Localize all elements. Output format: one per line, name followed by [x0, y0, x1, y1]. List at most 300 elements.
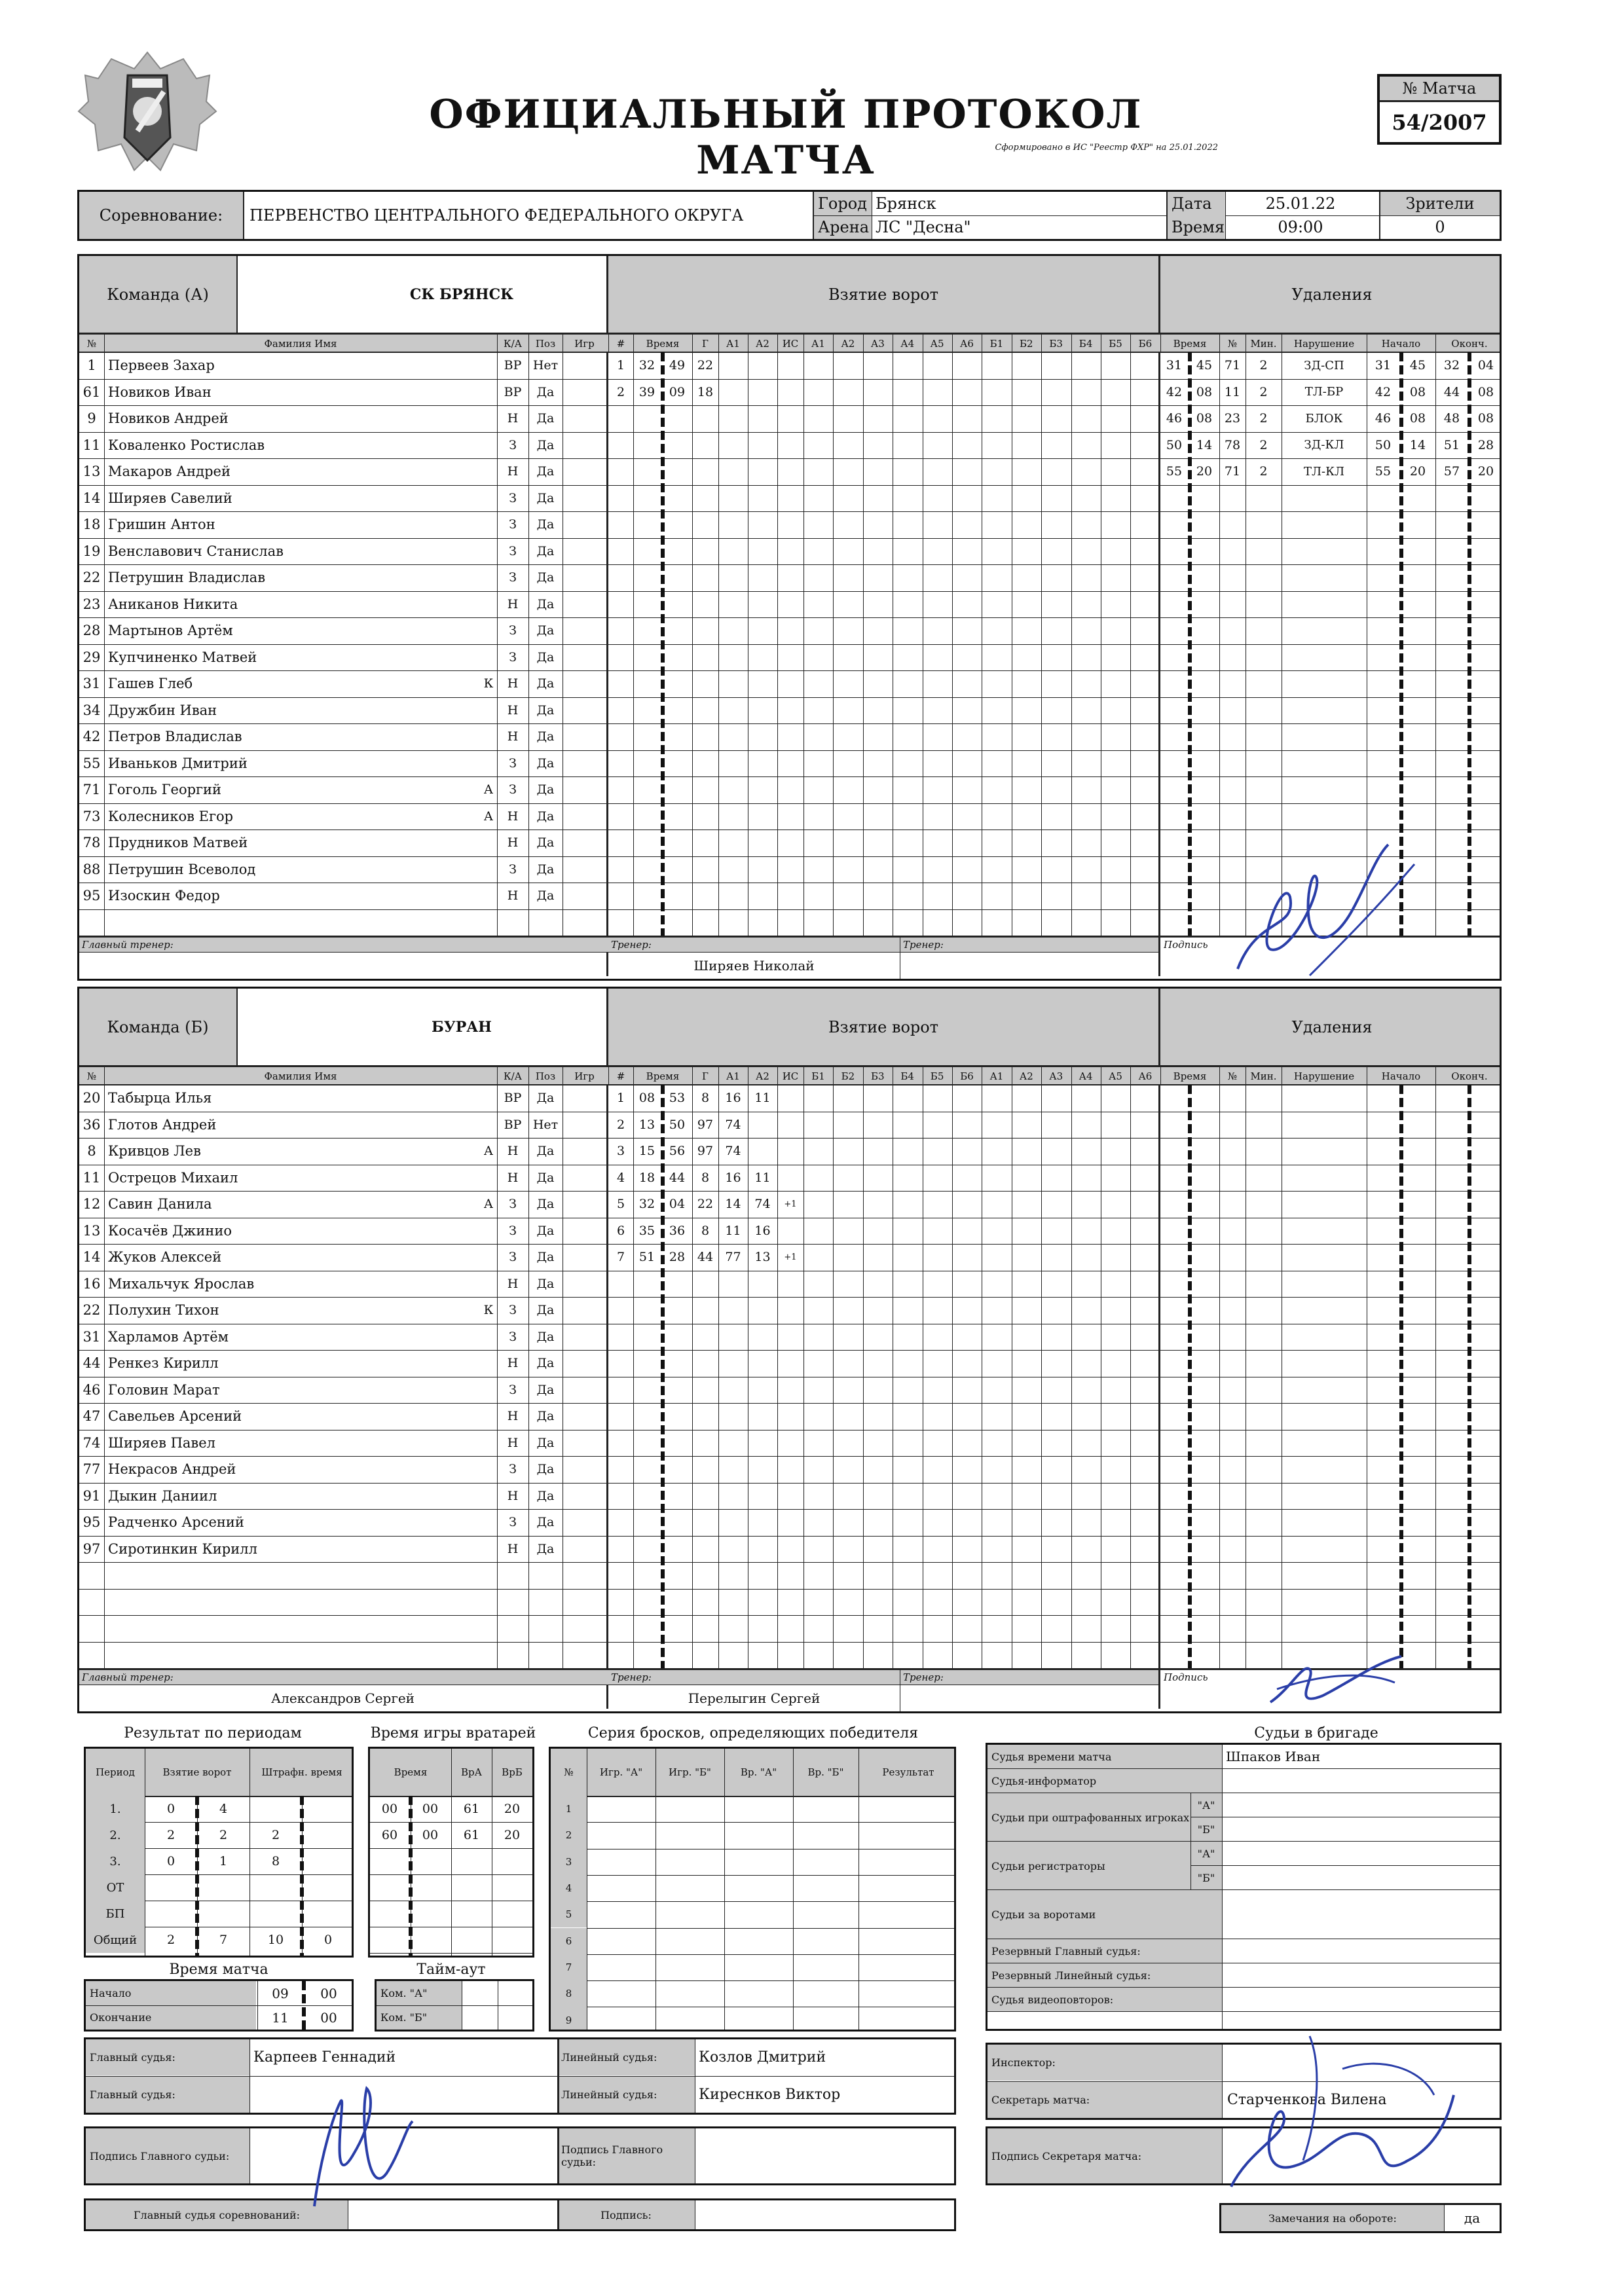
- player-name: Михальчук Ярослав: [108, 1275, 255, 1292]
- player-played: Да: [536, 1303, 555, 1318]
- player-position: ВР: [504, 358, 522, 373]
- shootout-row-number: 4: [565, 1882, 572, 1895]
- city-label: Город: [814, 192, 872, 215]
- match-number-box: [1377, 74, 1502, 145]
- goalie-b: 20: [504, 1828, 521, 1842]
- goal-scorer: 8: [701, 1091, 710, 1106]
- player-position: Н: [507, 888, 519, 903]
- pen-start-min: 55: [1375, 464, 1392, 479]
- player-number: 28: [83, 623, 101, 639]
- player-name: Сиротинкин Кирилл: [108, 1540, 257, 1557]
- player-position: ВР: [504, 384, 522, 399]
- player-captain: [480, 1218, 497, 1245]
- goal-minute: 35: [638, 1223, 655, 1238]
- goal-assist1: 16: [725, 1091, 741, 1106]
- pen-col-3: Нарушение: [1293, 1070, 1355, 1082]
- player-row: [79, 352, 606, 379]
- timeout-b-label: Ком. "Б": [377, 2005, 462, 2030]
- player-number: 29: [83, 649, 101, 665]
- line-ref2-label: Линейный судья:: [557, 2077, 695, 2113]
- teamB-office-3: А4: [1079, 1070, 1093, 1082]
- player-position: З: [509, 1329, 517, 1344]
- timeout-a-label: Ком. "А": [377, 1981, 462, 2005]
- pen-start-min: 42: [1375, 384, 1392, 399]
- pen-player: 78: [1224, 437, 1241, 452]
- player-position: Н: [507, 676, 519, 691]
- teamB-onice-5: Б6: [960, 1070, 974, 1082]
- player-row: [79, 644, 606, 671]
- period-pen-b: [302, 1822, 354, 1848]
- shootout-row-number: 3: [565, 1855, 572, 1868]
- teamB-coach1-label: Тренер:: [611, 1671, 652, 1683]
- player-played: Да: [536, 702, 555, 718]
- player-played: Да: [536, 1197, 555, 1212]
- period-goals-a: 2: [166, 1933, 175, 1947]
- player-captain: А: [483, 1144, 494, 1159]
- pen-minutes: 2: [1259, 411, 1268, 426]
- match-end-hour: 11: [272, 2009, 289, 2026]
- competition-name: ПЕРВЕНСТВО ЦЕНТРАЛЬНОГО ФЕДЕРАЛЬНОГО ОКРУГА: [249, 206, 744, 225]
- period-label: ОТ: [106, 1880, 124, 1895]
- pen-col-5: Оконч.: [1451, 337, 1488, 350]
- period-pen-b: [302, 1901, 354, 1927]
- goal-minute: 51: [638, 1250, 655, 1265]
- player-captain: [480, 1377, 497, 1404]
- goal-assist1: 16: [725, 1170, 741, 1185]
- goal-number: 2: [616, 384, 625, 399]
- match-number-label: № Матча: [1380, 77, 1499, 100]
- goalie-h-b: ВрБ: [502, 1766, 523, 1778]
- spectators-label: Зрители: [1380, 192, 1500, 215]
- teamA-col-9: А2: [756, 337, 769, 350]
- player-row: [79, 670, 606, 697]
- player-name: Кривцов Лев: [108, 1143, 201, 1159]
- player-captain: А: [483, 1197, 494, 1212]
- teamB-col-7: Г: [702, 1070, 709, 1082]
- player-name: Первеев Захар: [108, 357, 215, 374]
- teamB-sign-label: Подпись: [1164, 1671, 1208, 1683]
- team-a-coach-signature: [1218, 838, 1428, 1021]
- teamB-coach2-label: Тренер:: [903, 1671, 944, 1683]
- player-played: Да: [536, 1091, 555, 1106]
- player-row: [79, 1377, 606, 1404]
- city: Брянск: [876, 194, 936, 213]
- goal-second: 49: [669, 358, 686, 373]
- teamA-head-coach-label: Главный тренер:: [82, 939, 174, 951]
- pen-col-2: Мин.: [1250, 337, 1277, 350]
- player-captain: [480, 458, 497, 485]
- player-row: [79, 617, 606, 644]
- player-captain: [480, 1536, 497, 1563]
- goal-second: 53: [669, 1091, 686, 1106]
- period-label: БП: [105, 1906, 125, 1921]
- goal-assist2: 11: [754, 1170, 771, 1185]
- goalie-table: [368, 1747, 534, 1958]
- reg-judge-text: Судьи регистраторы: [991, 1859, 1105, 1872]
- goalie-sec: 00: [422, 1828, 439, 1842]
- player-row: [79, 1350, 606, 1377]
- pen-minutes: 2: [1259, 464, 1268, 479]
- player-number: 36: [83, 1116, 101, 1133]
- teamB-col-10: ИС: [782, 1070, 799, 1082]
- goal-scorer: 8: [701, 1170, 710, 1185]
- periods-title: Результат по периодам: [124, 1725, 302, 1741]
- shootout-row-number: 5: [565, 1908, 572, 1921]
- goal-minute: 13: [638, 1117, 655, 1132]
- sign-main2-text: Подпись Главного судьи:: [561, 2143, 663, 2168]
- player-position: З: [509, 517, 517, 532]
- player-row: [79, 1324, 606, 1351]
- teamB-office-2: А3: [1049, 1070, 1063, 1082]
- goal-row: [608, 1244, 805, 1271]
- player-number: 14: [83, 1249, 101, 1266]
- player-name: Жуков Алексей: [108, 1249, 222, 1266]
- player-row: [79, 1085, 606, 1112]
- player-name: Харламов Артём: [108, 1328, 229, 1345]
- player-played: Да: [536, 1462, 555, 1477]
- player-position: З: [509, 1250, 517, 1265]
- player-captain: [480, 1403, 497, 1430]
- team-b-section: [77, 987, 1502, 1713]
- player-number: 61: [83, 384, 101, 400]
- goalie-min: 00: [381, 1802, 398, 1816]
- teamB-pen-title: Удаления: [1291, 1017, 1373, 1036]
- player-played: Да: [536, 1276, 555, 1291]
- pen-end-min: 48: [1443, 411, 1460, 426]
- pen-start-sec: 14: [1409, 437, 1426, 452]
- player-name: Савельев Арсений: [108, 1408, 242, 1425]
- player-captain: [480, 617, 497, 644]
- period-pen-a: 10: [267, 1933, 284, 1947]
- goal-row: [608, 1165, 805, 1192]
- info-row: [77, 190, 1502, 241]
- goal-situation: [777, 1138, 803, 1165]
- player-played: Да: [536, 1382, 555, 1397]
- player-captain: [480, 485, 497, 512]
- period-goals-a: [145, 1874, 197, 1901]
- player-name: Коваленко Ростислав: [108, 437, 265, 453]
- goal-judge-label: Судьи за воротами: [987, 1890, 1222, 1939]
- player-number: 91: [83, 1487, 101, 1504]
- goalie-h-a: ВрА: [461, 1766, 482, 1778]
- player-name: Глотов Андрей: [108, 1116, 217, 1133]
- player-played: Да: [536, 464, 555, 479]
- sign-main-label: [86, 2128, 249, 2183]
- teamA-onice-4: А5: [930, 337, 944, 350]
- periods-table: [84, 1747, 354, 1958]
- player-captain: [480, 432, 497, 459]
- goal-number: 5: [616, 1197, 625, 1212]
- player-captain: [480, 538, 497, 565]
- goal-assist2: 11: [754, 1091, 771, 1106]
- teamB-label: Команда (Б): [79, 989, 236, 1065]
- teamB-office-5: А6: [1138, 1070, 1153, 1082]
- time-label: Время: [1168, 215, 1225, 239]
- period-pen-b: [302, 1874, 354, 1901]
- shootout-h-1: Игр. "А": [599, 1766, 643, 1778]
- date: 25.01.22: [1265, 194, 1336, 213]
- player-position: Н: [507, 1541, 519, 1556]
- main-referee-signature: [295, 2075, 426, 2226]
- player-captain: [480, 829, 497, 856]
- player-position: Н: [507, 809, 519, 824]
- player-position: З: [509, 782, 517, 797]
- player-row: [79, 1456, 606, 1483]
- player-row: [79, 750, 606, 777]
- period-goals-b: 7: [219, 1933, 228, 1947]
- player-captain: [480, 379, 497, 406]
- goal-row: [608, 1138, 805, 1165]
- period-goals-b: [197, 1901, 249, 1927]
- teamB-head-coach: Александров Сергей: [270, 1690, 415, 1706]
- player-name: Гашев Глеб: [108, 676, 193, 692]
- player-name: Радченко Арсений: [108, 1514, 244, 1531]
- player-number: 12: [83, 1196, 101, 1212]
- player-row: [79, 405, 606, 432]
- pen-player: 23: [1224, 411, 1241, 426]
- player-row: [79, 1297, 606, 1324]
- pen-end-sec: 28: [1477, 437, 1494, 452]
- player-number: 77: [83, 1461, 101, 1478]
- player-captain: [480, 723, 497, 750]
- teamB-office-1: А2: [1019, 1070, 1033, 1082]
- player-played: Да: [536, 862, 555, 877]
- period-row: [86, 1796, 354, 1822]
- shootout-row-number: 7: [565, 1961, 572, 1973]
- player-played: Да: [536, 1356, 555, 1371]
- pen-end-sec: 08: [1477, 384, 1494, 399]
- player-captain: [480, 1483, 497, 1510]
- pen-minutes: 2: [1259, 437, 1268, 452]
- player-name: Дыкин Даниил: [108, 1487, 217, 1504]
- teamA-onice-1: А2: [841, 337, 855, 350]
- player-number: 11: [83, 1169, 101, 1186]
- shootout-row-number: 6: [565, 1935, 572, 1947]
- arena: ЛС "Десна": [876, 218, 971, 236]
- goal-number: 1: [616, 358, 625, 373]
- player-captain: [480, 1350, 497, 1377]
- pen-end-sec: 08: [1477, 411, 1494, 426]
- pen-type: ЗД-КЛ: [1304, 438, 1344, 452]
- player-row: [79, 538, 606, 565]
- period-pen-a: [249, 1901, 302, 1927]
- goalie-sec: 00: [422, 1802, 439, 1816]
- goal-assist1: 74: [725, 1144, 741, 1159]
- goal-number: 7: [616, 1250, 625, 1265]
- goalie-row: [370, 1796, 534, 1822]
- goal-row: [608, 1191, 805, 1218]
- teamB-onice-0: Б1: [811, 1070, 825, 1082]
- player-row: [79, 1112, 606, 1139]
- player-played: Да: [536, 490, 555, 505]
- player-name: Петрушин Всеволод: [108, 861, 256, 877]
- chief-referee-table: [84, 2198, 956, 2231]
- teamA-office-0: Б1: [989, 337, 1004, 350]
- player-position: Н: [507, 596, 519, 611]
- competition-label: Соревнование:: [79, 192, 243, 239]
- goal-second: 36: [669, 1223, 686, 1238]
- player-played: Да: [536, 835, 555, 850]
- player-played: Да: [536, 623, 555, 638]
- player-row: [79, 883, 606, 909]
- match-end-label: Окончание: [86, 2005, 256, 2030]
- goal-situation: [777, 352, 803, 379]
- fhr-logo: [72, 39, 223, 190]
- teamA-head-coach: [79, 953, 606, 979]
- goal-assist2: 16: [754, 1223, 771, 1238]
- player-name: Дружбин Иван: [108, 702, 217, 718]
- player-captain: К: [483, 1303, 494, 1318]
- teamB-col-5: #: [616, 1070, 625, 1082]
- player-row: [79, 1138, 606, 1165]
- teamA-pen-title: Удаления: [1291, 285, 1373, 304]
- player-captain: [480, 1112, 497, 1139]
- goal-minute: 15: [638, 1144, 655, 1159]
- period-row: [86, 1822, 354, 1848]
- player-position: Н: [507, 1435, 519, 1450]
- player-row: [79, 564, 606, 591]
- teamB-office-4: А5: [1109, 1070, 1122, 1082]
- match-start-min: 00: [320, 1985, 337, 2001]
- pen-start-sec: 45: [1409, 358, 1426, 373]
- pen-start-sec: 08: [1409, 411, 1426, 426]
- match-start-hour: 09: [272, 1985, 289, 2001]
- player-played: Да: [536, 596, 555, 611]
- teamA-col-7: Г: [702, 337, 709, 350]
- goal-row: [608, 1112, 805, 1139]
- pen-end-min: 44: [1443, 384, 1460, 399]
- player-number: 18: [83, 517, 101, 533]
- team-b-coach-signature: [1264, 1650, 1408, 1715]
- shootout-h-2: Игр. "Б": [669, 1766, 711, 1778]
- period-goals-a: 0: [166, 1854, 175, 1868]
- secretary-sign-label: [987, 2128, 1222, 2183]
- teamB-col-9: А2: [756, 1070, 769, 1082]
- period-row: [86, 1874, 354, 1901]
- player-row: [79, 1430, 606, 1457]
- player-row: [79, 776, 606, 803]
- player-position: З: [509, 1303, 517, 1318]
- sign-main-text: Подпись Главного судьи:: [90, 2149, 230, 2162]
- goal-row: [608, 1218, 805, 1245]
- match-start-label: Начало: [86, 1981, 256, 2005]
- goal-situation: +1: [784, 1252, 797, 1262]
- pen-col-4: Начало: [1381, 1070, 1421, 1082]
- teamA-label: Команда (А): [79, 256, 236, 333]
- player-row: [79, 803, 606, 830]
- goal-second: 56: [669, 1144, 686, 1159]
- pen-end-min: 51: [1443, 437, 1460, 452]
- player-number: 1: [87, 357, 96, 374]
- goal-scorer: 97: [697, 1117, 714, 1132]
- player-position: З: [509, 1515, 517, 1530]
- player-captain: [480, 405, 497, 432]
- player-number: 22: [83, 1302, 101, 1319]
- player-captain: К: [483, 676, 494, 691]
- pen-player: 71: [1224, 358, 1241, 373]
- chief-label: Главный судья соревнований:: [86, 2200, 348, 2229]
- player-number: 42: [83, 729, 101, 745]
- sign-main2-label: [557, 2128, 695, 2183]
- teamB-onice-1: Б2: [841, 1070, 855, 1082]
- teamB-col-1: Фамилия Имя: [264, 1070, 337, 1082]
- pen-second: 08: [1196, 411, 1213, 426]
- teamA-col-1: Фамилия Имя: [264, 337, 337, 350]
- shootout-row-number: 8: [565, 1988, 572, 2000]
- goal-situation: +1: [784, 1199, 797, 1209]
- period-pen-b: [302, 1848, 354, 1874]
- period-pen-a: 8: [271, 1854, 280, 1868]
- goal-second: 44: [669, 1170, 686, 1185]
- player-played: Да: [536, 649, 555, 665]
- player-position: З: [509, 862, 517, 877]
- res-main-label: Резервный Главный судья:: [987, 1939, 1222, 1963]
- pen-col-2: Мин.: [1250, 1070, 1277, 1082]
- player-played: Да: [536, 437, 555, 452]
- shootout-h-5: Результат: [882, 1766, 934, 1778]
- player-name: Иваньков Дмитрий: [108, 755, 248, 771]
- player-captain: [480, 1271, 497, 1298]
- player-played: Да: [536, 517, 555, 532]
- goal-situation: [777, 1085, 803, 1112]
- player-name: Мартынов Артём: [108, 623, 233, 639]
- player-number: 78: [83, 835, 101, 851]
- penalty-row: [1160, 405, 1502, 432]
- goal-second: 09: [669, 384, 686, 399]
- goal-assist2: [748, 1138, 777, 1165]
- player-played: Да: [536, 1144, 555, 1159]
- goal-minute: 32: [638, 358, 655, 373]
- teamB-goals-title: Взятие ворот: [828, 1017, 939, 1036]
- shootout-table: [549, 1747, 956, 2032]
- player-number: 97: [83, 1540, 101, 1557]
- goal-situation: [777, 1112, 803, 1139]
- player-number: 47: [83, 1408, 101, 1425]
- pen-col-1: №: [1227, 1070, 1238, 1082]
- periods-h-pen: Штрафн. время: [261, 1766, 342, 1778]
- pen-start-min: 31: [1375, 358, 1392, 373]
- remarks-value: да: [1464, 2210, 1481, 2226]
- player-position: Н: [507, 1356, 519, 1371]
- reg-b: "Б": [1190, 1866, 1222, 1889]
- teamA-onice-0: А1: [811, 337, 825, 350]
- player-position: Н: [507, 1409, 519, 1424]
- line-ref2: Киреснков Виктор: [699, 2086, 841, 2103]
- player-position: З: [509, 1223, 517, 1238]
- player-captain: [480, 1244, 497, 1271]
- pen-end-min: 57: [1443, 464, 1460, 479]
- period-goals-b: [197, 1874, 249, 1901]
- player-number: 20: [83, 1090, 101, 1106]
- period-row: [86, 1848, 354, 1874]
- player-position: Н: [507, 835, 519, 850]
- teamB-onice-2: Б3: [871, 1070, 885, 1082]
- player-position: Н: [507, 464, 519, 479]
- player-name: Новиков Иван: [108, 384, 212, 400]
- player-played: Да: [536, 729, 555, 744]
- main-ref1: Карпеев Геннадий: [253, 2049, 396, 2066]
- player-name: Аниканов Никита: [108, 596, 238, 612]
- reg-judge-label: [987, 1842, 1190, 1890]
- goal-number: 2: [616, 1117, 625, 1132]
- period-label: Общий: [93, 1933, 138, 1947]
- player-name: Гоголь Георгий: [108, 782, 222, 798]
- goal-scorer: 22: [697, 1197, 714, 1212]
- period-goals-b: 4: [219, 1802, 228, 1816]
- period-label: 2.: [109, 1828, 121, 1842]
- player-position: З: [509, 570, 517, 585]
- player-captain: [480, 856, 497, 883]
